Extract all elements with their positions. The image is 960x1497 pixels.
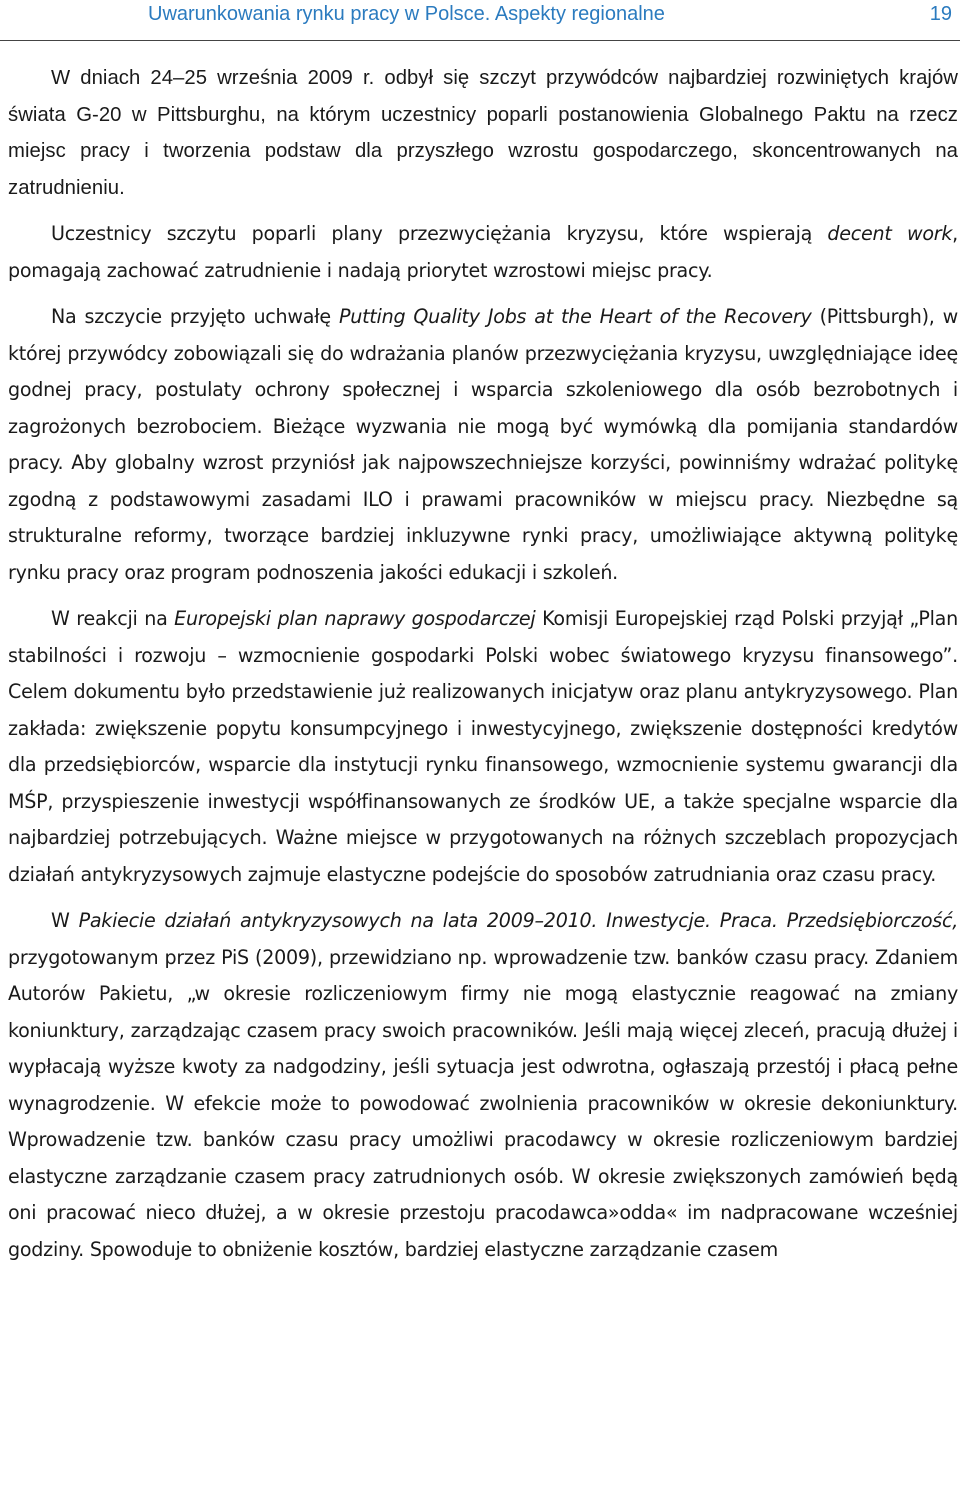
paragraph-g20-summit: W dniach 24–25 września 2009 r. odbył się szczyt przywódców najbardziej rozwiniętych krajów świata G-20 w Pittsburghu, na którym uczestnicy poparli postanowienia Globalnego Paktu na rzecz miejsc pracy i tworzenia podstaw dla przyszłego wzrostu gospodarczego, skoncentrowanych na zatrudnieniu. <box>8 67 958 199</box>
paragraph-anticrisis-package: W Pakiecie działań antykryzysowych na lata 2009–2010. Inwestycje. Praca. Przedsiębiorczość, przygotowanym przez PiS (2009), przewidziano np. wprowadzenie tzw. banków czasu pracy. Zdaniem Autorów Pakietu, „w okresie rozliczeniowym firmy nie mogą elastycznie reagować na zmiany koniunktury, zarządzając czasem pracy swoich pracowników. Jeśli mają więcej zleceń, pracują dłużej i wypłacają wyższe kwoty za nadgodziny, jeśli sytuacja jest odwrotna, ogłaszają przestój i płacą pełne wynagrodzenie. W efekcie może to powodować zwolnienia pracowników w okresie dekoniunktury. Wprowadzenie tzw. banków czasu pracy umożliwi pracodawcy w okresie rozliczeniowym bardziej elastyczne zarządzanie czasem pracy zatrudnionych osób. W okresie zwiększonych zamówień będą oni pracować nieco dłużej, a w okresie przestoju pracodawca»odda« im nadpracowane wcześniej godziny. Spowoduje to obniżenie kosztów, bardziej elastyczne zarządzanie czasem <box>8 909 959 1261</box>
page-number: 19 <box>929 3 952 25</box>
italic-title: Putting Quality Jobs at the Heart of the Recovery <box>338 305 812 328</box>
running-title: Uwarunkowania rynku pracy w Polsce. Aspekty regionalne <box>148 3 665 25</box>
italic-title: Pakiecie działań antykryzysowych na lata 2009–2010. Inwestycje. Praca. Przedsiębiorczość, <box>78 909 959 932</box>
body-text <box>8 60 958 1268</box>
page-header <box>0 0 960 41</box>
paragraph-decent-work: Uczestnicy szczytu poparli plany przezwyciężania kryzysu, które wspierają decent work, pomagają zachować zatrudnienie i nadają priorytet wzrostowi miejsc pracy. <box>8 222 958 282</box>
paragraph-pittsburgh-resolution: Na szczycie przyjęto uchwałę Putting Quality Jobs at the Heart of the Recovery (Pittsburgh), w której przywódcy zobowiązali się do wdrażania planów przezwyciężania kryzysu, uwzględniające ideę godnej pracy, postulaty ochrony społecznej i wsparcia szkoleniowego dla osób bezrobotnych i zagrożonych bezrobociem. Bieżące wyzwania nie mogą być wymówką dla pomijania standardów pracy. Aby globalny wzrost przyniósł jak najpowszechniejsze korzyści, powinniśmy wdrażać politykę zgodną z podstawowymi zasadami ILO i prawami pracowników w miejscu pracy. Niezbędne są strukturalne reformy, tworzące bardziej inkluzywne rynki pracy, umożliwiające aktywną politykę rynku pracy oraz program podnoszenia jakości edukacji i szkoleń. <box>8 305 959 584</box>
italic-term: decent work <box>827 222 953 245</box>
italic-title: Europejski plan naprawy gospodarczej <box>174 607 536 630</box>
paragraph-stability-plan: W reakcji na Europejski plan naprawy gospodarczej Komisji Europejskiej rząd Polski przyjął „Plan stabilności i rozwoju – wzmocnienie gospodarki Polski wobec światowego kryzysu finansowego”. Celem dokumentu było przedstawienie już realizowanych inicjatyw oraz planu antykryzysowego. Plan zakłada: zwiększenie popytu konsumpcyjnego i inwestycyjnego, zwiększenie dostępności kredytów dla przedsiębiorców, wsparcie dla instytucji rynku finansowego, wzmocnienie systemu gwarancji dla MŚP, przyspieszenie inwestycji współfinansowanych ze środków UE, a także specjalne wsparcie dla najbardziej potrzebujących. Ważne miejsce w przygotowanych na różnych szczeblach propozycjach działań antykryzysowych zajmuje elastyczne podejście do sposobów zatrudniania oraz czasu pracy. <box>8 607 958 886</box>
